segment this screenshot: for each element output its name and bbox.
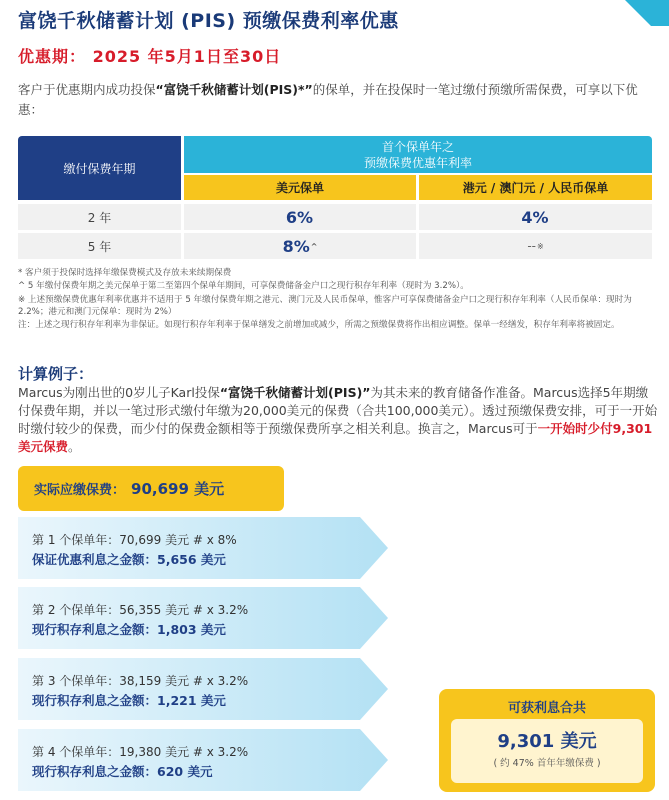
total-label: 可获利息合共: [507, 701, 586, 716]
intro-suffix: 的保单，并在投保时一笔过缴付预缴所需保费，可享以下优惠：: [18, 82, 638, 117]
year-interest: 现行积存利息之金额：1,221 美元: [32, 693, 226, 708]
year-interest: 现行积存利息之金额：620 美元: [32, 764, 213, 779]
page-title: 富饶千秋储蓄计划 (PIS) 预缴保费利率优惠: [18, 10, 399, 32]
footnote: ※ 上述预缴保费优惠年利率优惠并不适用于 5 年缴付保费年期之港元、澳门元及人民币保单，惟客户可享保费储备金户口之现行积存年利率（人民币保单：现时为 2.2%；港元和澳门元保单：现时为 2%）: [18, 294, 632, 317]
year-1-arrow: [18, 517, 388, 579]
intro-text: [18, 80, 658, 120]
intro-prefix: 客户于优惠期内成功投保: [18, 82, 156, 97]
row-other-rate: -- ※: [419, 233, 652, 259]
promo-period: 优惠期： 2025 年5月1日至30日: [18, 47, 282, 66]
year-calculation: 第 1 个保单年：70,699 美元 # x 8%: [32, 533, 237, 547]
total-inner: [451, 719, 643, 783]
row-usd-rate: 6%: [184, 204, 416, 230]
intro-plan-name: “富饶千秋储蓄计划(PIS)*”: [155, 82, 313, 97]
year-2-arrow: [18, 587, 388, 649]
year-calculation: 第 4 个保单年：19,380 美元 # x 3.2%: [32, 745, 249, 759]
corner-decoration: [617, 0, 669, 26]
year-calculation: 第 3 个保单年：38,159 美元 # x 3.2%: [32, 674, 249, 688]
footnotes: [18, 267, 658, 332]
total-interest-box: [439, 689, 655, 792]
header-usd-policy: 美元保单: [184, 175, 416, 200]
example-title: 计算例子：: [18, 365, 94, 383]
header-payment-term: 缴付保费年期: [18, 136, 181, 200]
header-rate-line1: 首个保单年之: [381, 140, 454, 154]
year-interest: 保证优惠利息之金额：5,656 美元: [32, 552, 226, 567]
header-rate-group: [184, 136, 652, 173]
actual-premium-box: [18, 466, 284, 511]
premium-label: 实际应缴保费：: [34, 483, 126, 498]
total-subtext: ( 约 47% 首年年缴保费 ): [493, 758, 601, 769]
year-interest: 现行积存利息之金额：1,803 美元: [32, 622, 226, 637]
footnote: 注：上述之现行积存年利率为非保证。如现行积存年利率于保单缮发之前增加或减少，所需之预缴保费将作出相应调整。保单一经缮发，积存年利率将被固定。: [18, 320, 620, 331]
footnote: ^ 5 年缴付保费年期之美元保单于第二至第四个保单年期间，可享保费储备金户口之现行积存年利率（现时为 3.2%）。: [18, 281, 469, 292]
year-3-arrow: [18, 658, 388, 720]
row-usd-rate: 8% ^: [184, 233, 416, 259]
year-calculation: 第 2 个保单年：56,355 美元 # x 3.2%: [32, 603, 249, 617]
row-term: 5 年: [18, 233, 181, 259]
row-other-rate: 4%: [419, 204, 652, 230]
header-other-policy: 港元 / 澳门元 / 人民币保单: [419, 175, 652, 200]
row-term: 2 年: [18, 204, 181, 230]
premium-amount: 90,699 美元: [131, 480, 225, 498]
footnote: * 客户须于投保时选择年缴保费模式及存放未来续期保费: [18, 268, 232, 278]
rate-table: [18, 136, 652, 260]
example-text: Marcus为刚出世的0岁儿子Karl投保“富饶千秋储蓄计划(PIS)”为其未来的教育储备作准备。Marcus选择5年期缴付保费年期，并以一笔过形式缴付年缴为20,000美元的保费（合共100,000美元）。透过预缴保费安排，可于一开始时缴付较少的保费，而少付的保费金额相等于预缴保费所享之相关利息。换言之，Marcus可于一开始时少付9,301美元保费。: [18, 385, 658, 454]
header-rate-line2: 预缴保费优惠年利率: [363, 156, 472, 170]
total-amount: 9,301 美元: [497, 731, 597, 752]
year-4-arrow: [18, 729, 388, 791]
